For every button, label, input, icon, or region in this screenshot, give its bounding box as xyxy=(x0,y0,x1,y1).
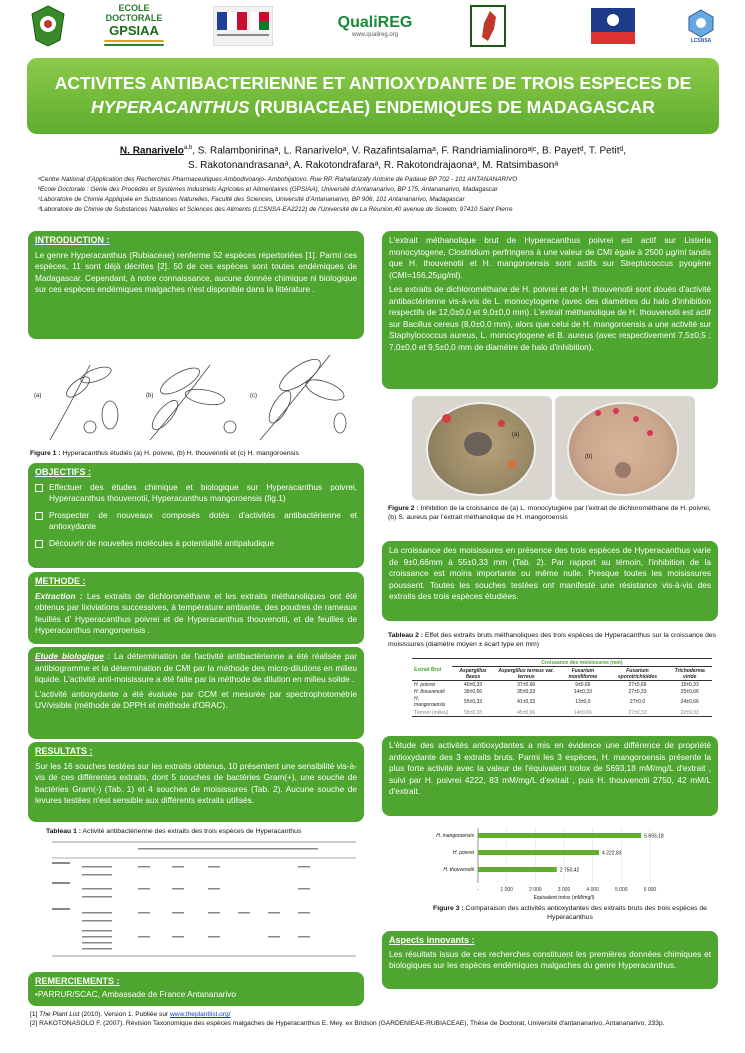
tableau2-table: Extrait Brut Croissance des moisissures (mm) Aspergillus flavus Aspergillus terreus var. terreus Fusarium moniliforme Fusarium sporotrichioides Trichoderma viride H. poivrei 40±0,33 37±0,66 9±0,66 27±0,66 15±0,33 H. thouvenotii 39±0,66 35±0,33 14±0,33 27±0,33 25±0,66 H. mangoroensis 55±0,33 41±0,33 13±0,0 27±0,0 24±0,66 Témoin (milieu) 58±0,33 45±0,66 14±0,66 27±0,33 22±0,33 xyxy=(412,658,712,717)
madagascar-map-icon xyxy=(468,4,508,48)
x-axis-label: Equivalent trolox (mM/mg/l) xyxy=(533,895,595,901)
petri-dish-b-photo: (b) xyxy=(555,396,695,500)
x-tick-label: 3 000 xyxy=(557,887,571,893)
petri-dish-a-photo: (a) xyxy=(412,396,552,500)
data-label: 5 693,18 xyxy=(644,833,664,840)
etude-biologique-box: Etude biologique : La détermination de l'activité antibactérienne a été réalisée par antibiogramme et la détermination de CMI par la méthode des micro-dilutions en milieu liquide. L'activité anti-moisissure a été faite par la méthode de dilution en milieu solide . L'activité antioxydante a été évaluée par CCM et mesurée par spectrophotométrie UV/visible (méthode de DPPH et méthode d'ORAC). xyxy=(28,647,364,739)
introduction-box: INTRODUCTION : Le genre Hyperacanthus (Rubiaceae) renferme 52 espèces répertoriées [1]. Parmi ces espèces, 11 sont déjà décrites [2]. 50 de ces espèces sont toutes endémiques de Madagascar. Cependant, à notre connaissance, aucune donnée chimique ni biologique sur ces espèces endémiques malgaches n'est disponible dans la littérature . xyxy=(28,231,364,339)
x-tick-label: 2 000 xyxy=(529,887,542,893)
resultats-box: RESULTATS : Sur les 16 souches testées sur les extraits obtenus, 10 présentent une sensibilité vis-à-vis de ces différentes extraits, dont 5 souches de bactéries Gram(+), une souche de bactéries Gram(-) (Tab. 1) et 4 souches de moisissures (Tab. 2). Aucune souche de levures testées n'est sensible aux différents extraits utilisés. xyxy=(28,742,364,822)
references: [1] The Plant List (2010). Version 1. Publiée sur www.theplantlist.org/ [2] RAKOTONASOLO F. (2007). Révision Taxonomique des espèces malgaches de Hyperacanthus E. Mey. ex Bridson (GARDENIEAE-RUBIACEAE), Thèse de Doctorat, Université d'antananarivo, Antananarivo, 233p. xyxy=(30,1011,665,1027)
table-row: H. poivrei 40±0,33 37±0,66 9±0,66 27±0,66 15±0,33 xyxy=(414,681,699,688)
tableau1-caption: Tableau 1 : Activité antibactérienne des extraits des trois espèces de Hyperacanthus xyxy=(46,828,302,835)
table-row: Témoin (milieu) 58±0,33 45±0,66 14±0,66 27±0,33 22±0,33 xyxy=(412,709,712,717)
data-label: 4 222,83 xyxy=(602,850,622,857)
bar xyxy=(478,850,599,855)
moisissures-box: La croissance des moisissures en présence des trois espèces de Hyperacanthus varie de 9±0,66mm à 55±0,33 mm (Tab. 2). Par rapport au témoin, l'inhibition de la croissance est moins importante ou même nulle. Presque toutes les moisissures poussent. Toutes les souches testées ont manifesté une résistance vis-à-vis des extraits des trois espèces étudiées. xyxy=(382,541,718,621)
qualireg-logo: QualiREG www.qualireg.org xyxy=(337,14,413,38)
remerciements-box: REMERCIEMENTS : •PARRUR/SCAC, Ambassade de France Antananarivo xyxy=(28,972,364,1006)
data-label: 2 750,42 xyxy=(559,867,580,874)
table-row: H. thouvenotii 39±0,66 35±0,33 14±0,33 27±0,33 25±0,66 xyxy=(414,689,699,696)
objective-item: Découvrir de nouvelles molécules à potentialité antipaludique xyxy=(35,538,357,550)
lcsnsa-logo: LCSNSA xyxy=(684,4,718,48)
poster-title: ACTIVITES ANTIBACTERIENNE ET ANTIOXYDANTE DE TROIS ESPECES DE HYPERACANTHUS (RUBIACEAE) ENDEMIQUES DE MADAGASCAR xyxy=(27,58,719,134)
figure1-illustration: (a) (b) (c) xyxy=(30,345,360,445)
checkbox-bullet-icon xyxy=(35,540,43,548)
x-tick-label: - xyxy=(477,887,479,893)
x-tick-label: 6 000 xyxy=(643,887,657,893)
cooperation-flag-icon xyxy=(212,4,274,48)
plantlist-link[interactable]: www.theplantlist.org/ xyxy=(170,1011,231,1018)
category-label: H. thouvenotii xyxy=(443,867,474,873)
tableau2-caption: Tableau 2 : Effet des extraits bruts méthanoliques des trois espèces de Hyperacanthus sur la croissance des moisissures (diamètre moyen ± écart type en mm) xyxy=(388,632,717,648)
x-tick-label: 5 000 xyxy=(615,887,628,893)
bar xyxy=(478,833,641,838)
x-tick-label: 1 000 xyxy=(500,887,513,893)
checkbox-bullet-icon xyxy=(35,484,43,492)
tableau1-image xyxy=(48,838,360,966)
table-row: H. mangoroensis 55±0,33 41±0,33 13±0,0 27±0,0 24±0,66 xyxy=(414,696,699,709)
figure3-bar-chart xyxy=(420,824,682,910)
figure1-caption: Figure 1 : Hyperacanthus étudiés (a) H. poivrei, (b) H. thouvenotii et (c) H. mangoroensis xyxy=(30,450,299,457)
checkbox-bullet-icon xyxy=(35,512,43,520)
objective-item: Prospecter de nouveaux composés dotés d'activités antibactérienne et antioxydante xyxy=(35,510,357,533)
university-seal-icon xyxy=(28,4,68,48)
reunion-university-logo xyxy=(590,4,636,48)
gpsiaa-logo: ECOLE DOCTORALE GPSIAA xyxy=(98,4,170,48)
methode-box: METHODE : Extraction : Les extraits de dichlorométhane et les extraits méthanoliques ont été obtenus par lixiviations successives, à température ambiante, des poudres de rameaux feuillés d' Hyperacanthus poivrei et de Hyperacanthus thouvenotii, et de feuilles de Hyperacanthus mangoroensis . xyxy=(28,572,364,644)
authors-list: N. Ranarivelo$^{a,b}$, S. Ralambonirinaᵃ, L. Ranariveloᵃ, V. Razafintsalamaᵃ, F. Randriamialinoroᵃʲᶜ, B. Payetᵈ, T. Petitᵈ, S. Rakotonandrasanaᵃ, A. Rakotondrafaraᵃ, R. Rakotondrajaonaᵃ, M. Ratsimbasonᵃ xyxy=(119,145,627,172)
tableau2 xyxy=(412,658,712,717)
category-label: H. mangoroensis xyxy=(436,833,474,839)
category-label: H. poivrei xyxy=(452,850,474,856)
objective-item: Effectuer des études chimique et biologique sur Hyperacanthus poivrei, Hyperacanthus thouvenotii, Hyperacanthus mangoroensis (fig.1) xyxy=(35,482,357,505)
figure2-caption: Figure 2 : Inhibition de la croissance de (a) L. monocytogene par l'extrait de dichlorométhane de H. poivrei, (b) S. aureus par l'extrait méthanolique de H. mangoroensis xyxy=(388,505,711,521)
logo-bar xyxy=(0,0,745,58)
antibacterial-results-box: L'extrait méthanolique brut de Hyperacanthus poivrei est actif sur Listeria monocytogene, Clostridium perfringens à une valeur de CMI égale à 2500 µg/ml tandis que H. thouvenotii et H. mangoroensis sont actifs sur Streptococcus pyogène (CMI=156,25µg/ml). Les extraits de dichlorométhane de H. poivrei et de H. thouvenotii sont doués d'activité antibactérienne vis-à-vis de L. monocytogene (avec des diamètres du halo d'inhibition respectifs de 12,0±0,0 et 9,0±0,0 mm). L'extrait méthanolique de H. thouvenotii est actif sur Bacillus cereus (8,0±0,0 mm), alors que celui de H. mangoroensis a une activité sur Staphylococcus aureus, L. monocytogene et B. aureus (avec respectivement 7,5±0,5 ; 7,0±0,0 et 9,5±0,0 mm de diamètre de halo d'inhibition). xyxy=(382,231,718,389)
affiliations: ᵃCentre National d'Application des Recherches Pharmaceutiques Ambodivoanjo- Ambohijatovo. Rue RP. Rahafarizafy Antoine de Padaue BP 702 - 101 ANTANANARIVO ᵇEcole Doctorale : Génie des Procédés et Systèmes Industriels Agricoles et Alimentaires (GPSIAA), Université d'Antananarivo, BP 175, Antananarivo, Madagascar ᶜLaboratoire de Chimie Appliquée en Substances Naturelles, Faculté des Sciences, Université d'Antananarivo, BP 906, 101 Antananarivo, Madagascar ᵈLaboratoire de Chimie de Substances Naturelles et Sciences des Aliments (LCSNSA-EA2212) de l'Université de La Réunion,40 avenue de Soweto, 97410 Saint Pierre xyxy=(38,176,518,213)
antioxydant-box: L'étude des activités antioxydantes a mis en évidence une différence de propriété antioxydante des 3 extraits bruts. Parmi les 3 espèces, H. mangoroensis présente la plus forte activité avec la valeur de l'équivalent trolox de 5693,18 mM/mg/L d'extrait , suivi par H. poivrei 4222, 83 mM/mg/L d'extrait , puis H. thouvenotii 2750, 42 mM/L d'extrait. xyxy=(382,736,718,816)
x-tick-label: 4 000 xyxy=(586,887,599,893)
aspects-innovants-box: Aspects innovants : Les résultats issus de ces recherches constituent les premières données chimiques et biologiques sur les espèces endémiques malgaches du genre Hyperacanthus. xyxy=(382,931,718,989)
bar xyxy=(478,867,557,872)
objectifs-box: OBJECTIFS : Effectuer des études chimique et biologique sur Hyperacanthus poivrei, Hyperacanthus thouvenotii, Hyperacanthus mangoroensis (fig.1) Prospecter de nouveaux composés dotés d'activités antibactérienne et antioxydante Découvrir de nouvelles molécules à potentialité antipaludique xyxy=(28,463,364,568)
figure3-caption: Figure 3 : Comparaison des activités antioxydantes des extraits bruts des trois espèces de Hyperacanthus xyxy=(433,905,707,921)
